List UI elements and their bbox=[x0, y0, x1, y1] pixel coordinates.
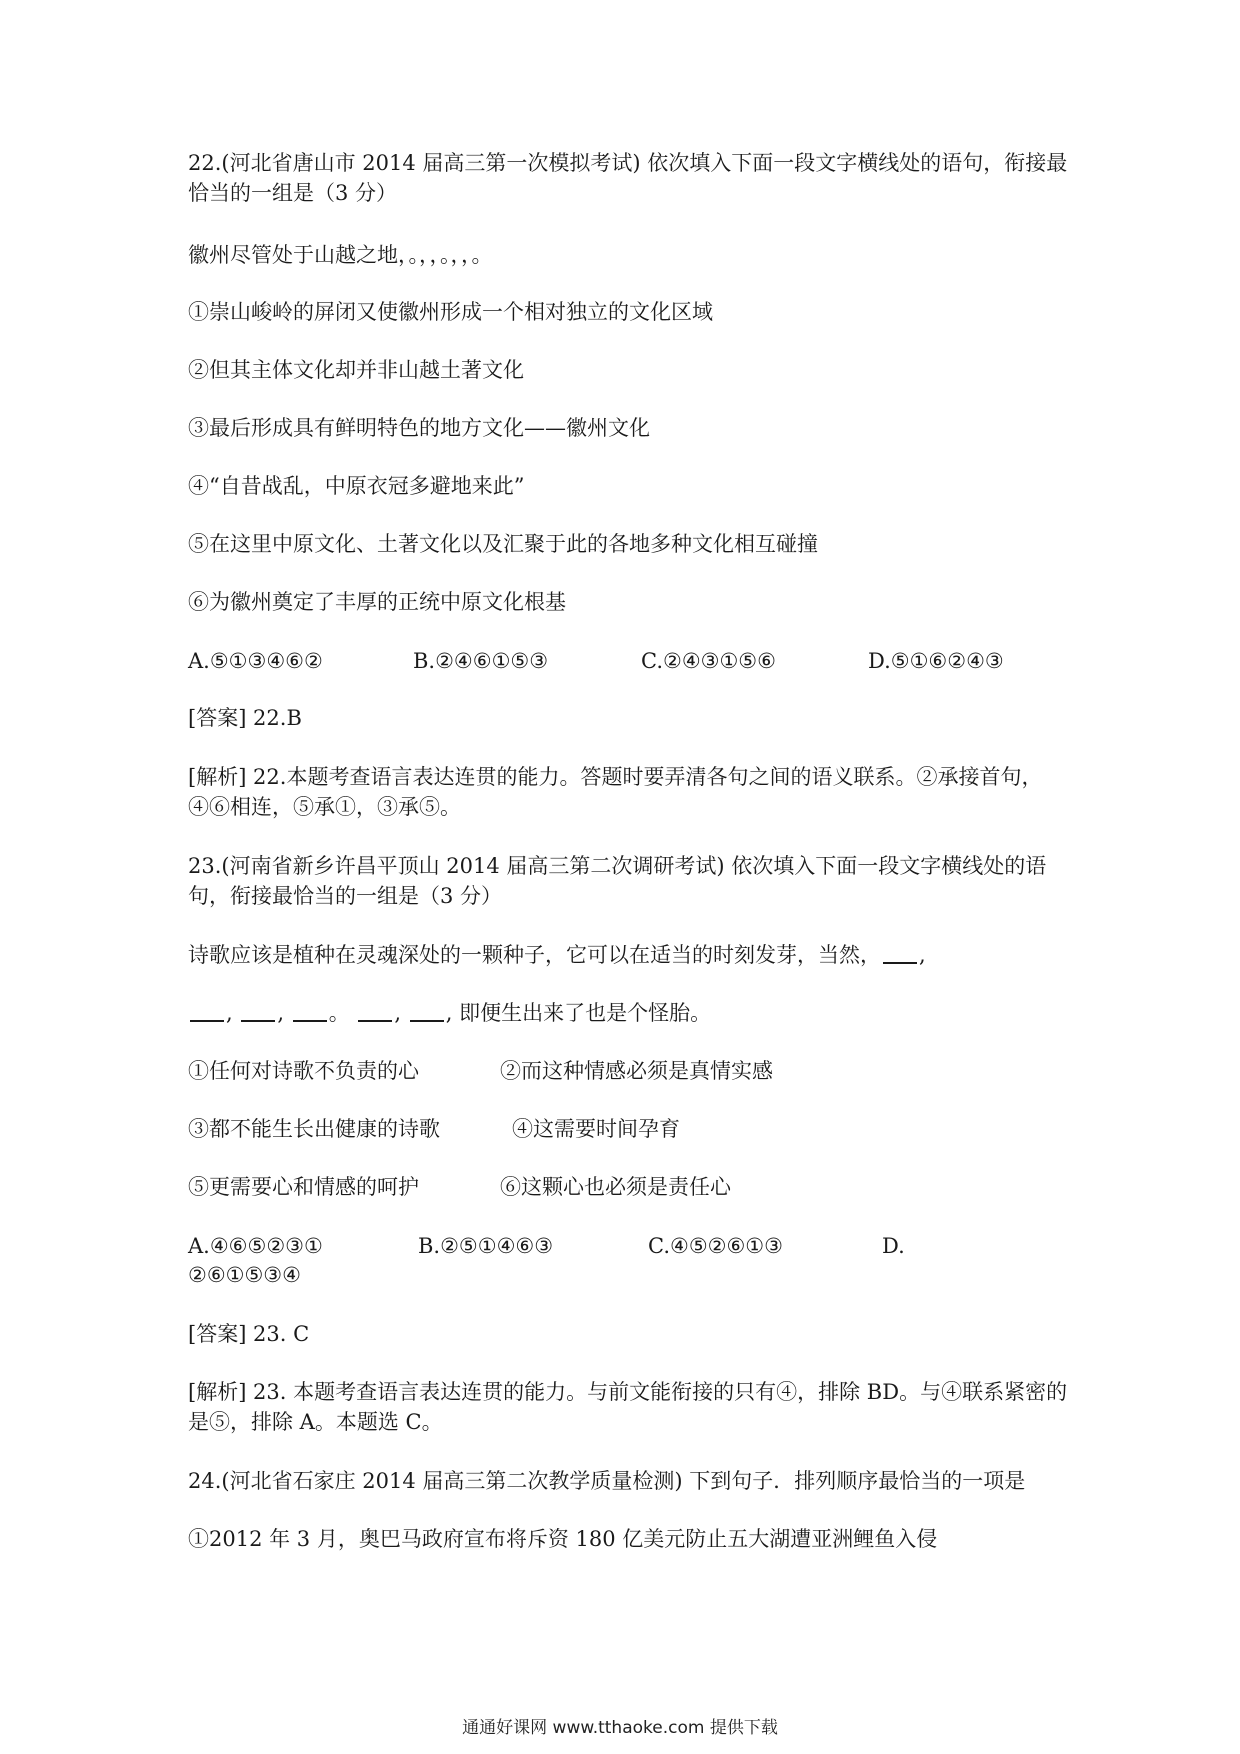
blank-3 bbox=[241, 1000, 275, 1022]
q22-passage: 徽州尽管处于山越之地，。，，。，，。 bbox=[188, 243, 493, 267]
q23-option-d: D. bbox=[882, 1234, 905, 1258]
q23-answer: [答案] 23. C bbox=[188, 1322, 310, 1346]
q24-item-1: ①2012 年 3 月，奥巴马政府宣布将斥资 180 亿美元防止五大湖遭亚洲鲤鱼入侵 bbox=[188, 1527, 938, 1551]
q22-stem: 22.(河北省唐山市 2014 届高三第一次模拟考试) 依次填入下面一段文字横线处的语句，衔接最恰当的一组是（3 分） bbox=[188, 151, 1068, 205]
q23-option-b: B.②⑤①④⑥③ bbox=[418, 1234, 554, 1258]
q22-item-5: ⑤在这里中原文化、土著文化以及汇聚于此的各地多种文化相互碰撞 bbox=[188, 532, 818, 556]
blank-4 bbox=[293, 1000, 327, 1022]
q23-item-6: ⑥这颗心也必须是责任心 bbox=[500, 1175, 731, 1199]
q22-item-1: ①崇山峻岭的屏闭又使徽州形成一个相对独立的文化区域 bbox=[188, 300, 713, 324]
q23-option-a: A.④⑥⑤②③① bbox=[188, 1234, 323, 1258]
q23-stem: 23.(河南省新乡许昌平顶山 2014 届高三第二次调研考试) 依次填入下面一段文字横线处的语句，衔接最恰当的一组是（3 分） bbox=[188, 854, 1047, 908]
q22-option-c: C.②④③①⑤⑥ bbox=[641, 649, 776, 673]
page-footer: 通通好课网 www.tthaoke.com 提供下载 bbox=[462, 1718, 778, 1738]
q24-stem: 24.(河北省石家庄 2014 届高三第二次教学质量检测) 下到句子．排列顺序最恰当的一项是 bbox=[188, 1469, 1026, 1493]
q23-item-3: ③都不能生长出健康的诗歌 bbox=[188, 1117, 440, 1141]
blank-1 bbox=[883, 942, 917, 964]
q22-option-b: B.②④⑥①⑤③ bbox=[413, 649, 549, 673]
q22-item-4: ④“自昔战乱，中原衣冠多避地来此” bbox=[188, 474, 525, 498]
q23-analysis: [解析] 23. 本题考查语言表达连贯的能力。与前文能衔接的只有④，排除 BD。与④联系紧密的是⑤，排除 A。本题选 C。 bbox=[188, 1380, 1068, 1434]
q22-analysis: [解析] 22.本题考查语言表达连贯的能力。答题时要弄清各句之间的语义联系。②承接首句，④⑥相连，⑤承①，③承⑤。 bbox=[188, 765, 1043, 819]
q22-item-6: ⑥为徽州奠定了丰厚的正统中原文化根基 bbox=[188, 590, 566, 614]
q22-option-d: D.⑤①⑥②④③ bbox=[868, 649, 1004, 673]
blank-6 bbox=[410, 1000, 444, 1022]
blank-5 bbox=[358, 1000, 392, 1022]
q22-item-2: ②但其主体文化却并非山越土著文化 bbox=[188, 358, 524, 382]
q23-item-4: ④这需要时间孕育 bbox=[512, 1117, 680, 1141]
q23-passage-text-1: 诗歌应该是植种在灵魂深处的一颗种子，它可以在适当的时刻发芽，当然， bbox=[188, 943, 881, 967]
q23-item-2: ②而这种情感必须是真情实感 bbox=[500, 1059, 773, 1083]
q23-option-c: C.④⑤②⑥①③ bbox=[648, 1234, 783, 1258]
q23-passage-line-1: 诗歌应该是植种在灵魂深处的一颗种子，它可以在适当的时刻发芽，当然， , bbox=[188, 943, 926, 967]
q22-answer: [答案] 22.B bbox=[188, 706, 302, 730]
q22-item-3: ③最后形成具有鲜明特色的地方文化——徽州文化 bbox=[188, 416, 650, 440]
q23-item-5: ⑤更需要心和情感的呵护 bbox=[188, 1175, 419, 1199]
blank-2 bbox=[190, 1000, 224, 1022]
q22-option-a: A.⑤①③④⑥② bbox=[188, 649, 323, 673]
q23-passage-line-2: , , 。 , , 即便生出来了也是个怪胎。 bbox=[188, 998, 1068, 1028]
q23-item-1: ①任何对诗歌不负责的心 bbox=[188, 1059, 419, 1083]
q23-passage-text-2: 即便生出来了也是个怪胎。 bbox=[459, 1001, 712, 1025]
q23-option-d-wrap: ②⑥①⑤③④ bbox=[188, 1263, 301, 1287]
